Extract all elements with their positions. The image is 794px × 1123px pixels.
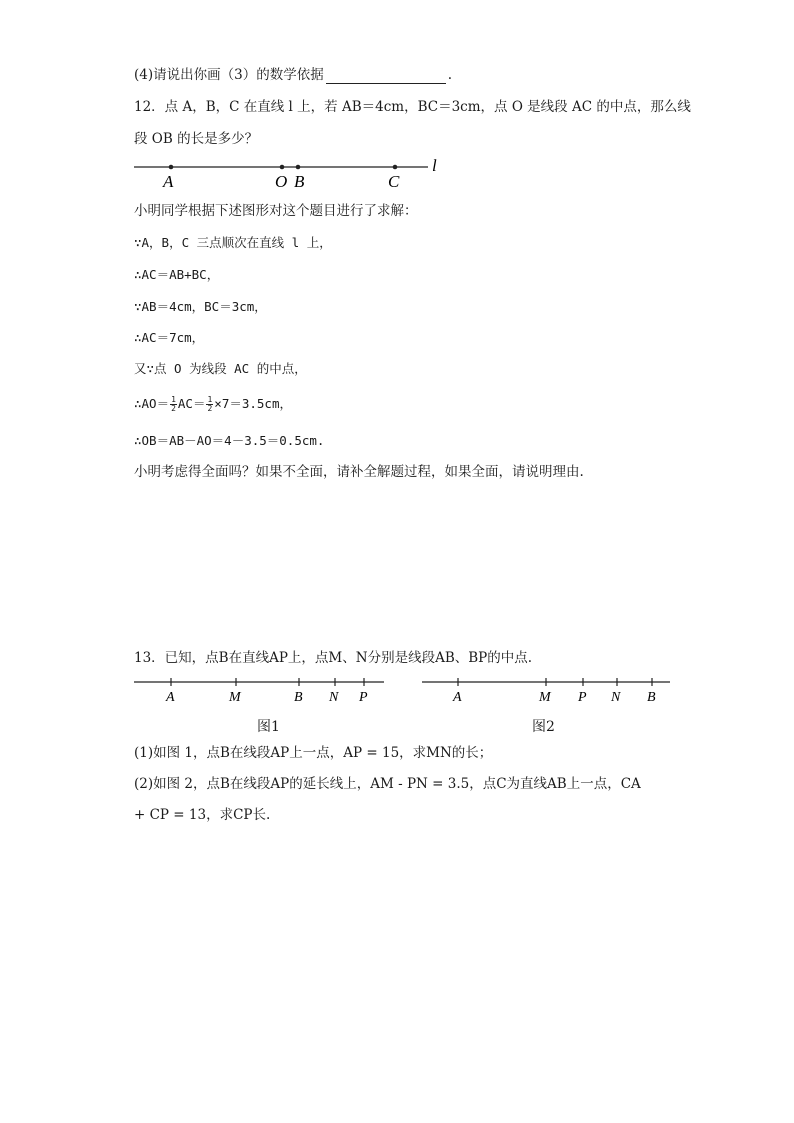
fig1-label-N: N (329, 690, 339, 705)
q11-part4-text: (4)请说出你画（3）的数学依据 (134, 67, 324, 83)
q13-prompt: 13．已知，点B在直线AP上，点M、N分别是线段AB、BP的中点. (134, 650, 533, 666)
step6-prefix: ∴AO＝ (134, 396, 170, 411)
fraction-numerator: 1 (171, 395, 176, 404)
fraction-numerator: 1 (207, 395, 213, 404)
q13-figure2 (418, 674, 676, 706)
point-C (393, 165, 398, 170)
q12-solution-step4: ∴AC＝7cm， (134, 330, 205, 345)
fig1-label-A: A (166, 690, 175, 705)
q12-prompt-line2: 段 OB 的长是多少？ (134, 131, 259, 147)
q12-solution-intro: 小明同学根据下述图形对这个题目进行了求解： (134, 203, 418, 219)
figure1-caption: 图1 (257, 719, 280, 735)
q12-question: 小明考虑得全面吗？如果不全面，请补全解题过程，如果全面，请说明理由. (134, 464, 584, 480)
q12-prompt-line1: 12．点 A，B，C 在直线 l 上，若 AB＝4cm，BC＝3cm，点 O 是线段 AC 的中点，那么线 (134, 99, 691, 115)
fraction-denominator: 2 (171, 404, 176, 413)
fraction-one-half (170, 396, 177, 413)
fig1-label-M: M (229, 690, 241, 705)
answer-blank[interactable] (326, 69, 446, 84)
q12-solution-step2: ∴AC＝AB+BC， (134, 267, 220, 282)
point-A (169, 165, 174, 170)
q12-solution-step6 (134, 395, 292, 413)
line-label-l: l (432, 156, 437, 175)
q13-figure1 (130, 674, 392, 706)
point-label-C: C (388, 172, 400, 191)
fraction-denominator: 2 (207, 404, 213, 413)
q13-part2-line2: + CP = 13，求CP长. (134, 807, 271, 823)
q11-part4 (134, 66, 452, 84)
q12-number-line-figure (130, 154, 450, 192)
step6-suffix: ×7＝3.5cm， (214, 396, 292, 411)
fig2-label-N: N (611, 690, 621, 705)
point-O (280, 165, 285, 170)
point-label-B: B (294, 172, 305, 191)
point-label-O: O (275, 172, 288, 191)
figure2-caption: 图2 (532, 719, 555, 735)
q12-solution-step7: ∴OB＝AB－AO＝4－3.5＝0.5cm. (134, 433, 325, 448)
fig1-label-P: P (359, 690, 368, 705)
fig2-label-P: P (578, 690, 587, 705)
fig2-label-A: A (453, 690, 462, 705)
q13-part1: (1)如图 1，点B在线段AP上一点，AP = 15，求MN的长； (134, 745, 493, 761)
fig1-label-B: B (294, 690, 303, 705)
q12-solution-step3: ∵AB＝4cm，BC＝3cm， (134, 299, 267, 314)
point-label-A: A (163, 172, 174, 191)
fraction-one-half-2 (206, 396, 213, 413)
step6-mid: AC＝ (177, 396, 206, 411)
q12-solution-step5: 又∵点 O 为线段 AC 的中点， (134, 361, 307, 376)
fig2-label-M: M (539, 690, 551, 705)
q12-solution-step1: ∵A，B，C 三点顺次在直线 l 上， (134, 235, 332, 250)
point-B (296, 165, 301, 170)
q11-part4-end: . (447, 67, 453, 83)
q13-part2-line1: (2)如图 2，点B在线段AP的延长线上，AM - PN = 3.5，点C为直线AB上一点，CA (134, 776, 641, 792)
fig2-label-B: B (647, 690, 656, 705)
